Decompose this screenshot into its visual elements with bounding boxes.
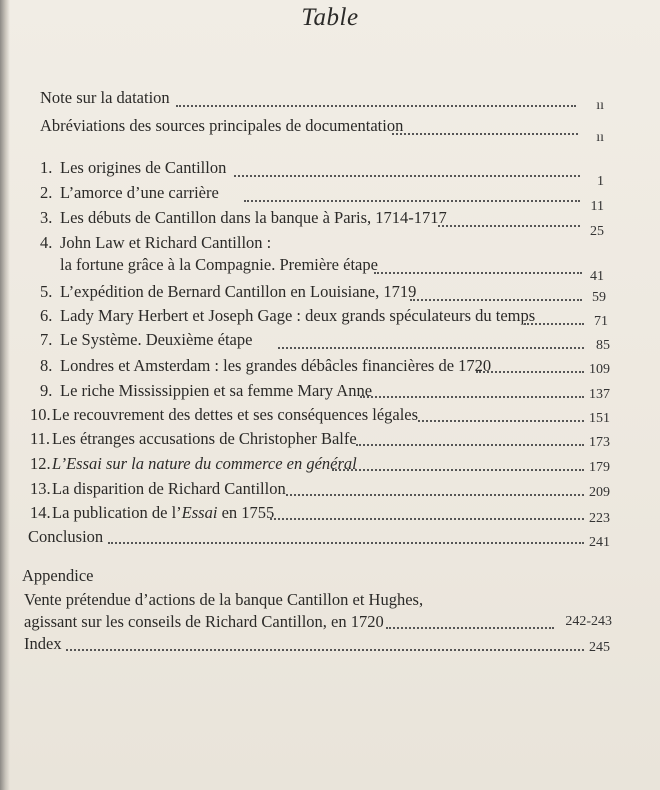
toc-entry-index[interactable] [0,634,660,658]
entry-label [52,503,274,523]
entry-label: Le recouvrement des dettes et ses conséquences légales [52,405,419,424]
chapter-number: 13. [30,479,51,498]
toc-entry-chapter-8[interactable] [0,356,660,380]
page-number: 137 [589,387,610,402]
chapter-number: 10. [30,405,51,424]
toc-entry-conclusion[interactable] [0,527,660,551]
leader-dots [176,104,576,107]
page-number: 151 [589,411,610,426]
leader-dots [360,395,584,398]
chapter-number: 8. [40,356,53,375]
page-number: 71 [594,314,608,329]
chapter-number: 14. [30,503,51,522]
chapter-number: 9. [40,381,53,400]
page-number: 179 [589,460,610,475]
entry-label-line-2: la fortune grâce à la Compagnie. Première étape [60,255,378,274]
entry-label-italic: Essai [181,503,218,522]
entry-label: Conclusion [28,527,104,546]
toc-entry-chapter-3[interactable] [0,208,660,239]
leader-dots [278,346,584,349]
toc-entry-note-datation[interactable] [0,88,660,112]
toc-entry-chapter-7[interactable] [0,330,660,354]
entry-label: Les débuts de Cantillon dans la banque à Paris, 1714-1717 [60,208,447,227]
toc-entry-chapter-5[interactable] [0,282,660,306]
entry-label-italic: Essai sur la nature du commerce en général [66,454,357,473]
toc-entry-chapter-14[interactable] [0,503,660,527]
page-title: Table [301,4,359,31]
chapter-number: 2. [40,183,53,202]
page-number: 242-243 [565,614,612,629]
page-number: 59 [592,290,606,305]
page-number: 1 [597,174,604,189]
chapter-number: 11. [30,429,51,448]
entry-label-suffix: en 1755 [217,503,275,522]
entry-label: L’expédition de Bernard Cantillon en Louisiane, 1719 [60,282,417,301]
page-number: ıı [596,98,604,113]
leader-dots [386,626,554,629]
chapter-number: 7. [40,330,53,349]
leader-dots [356,443,584,446]
leader-dots [418,419,584,422]
chapter-number: 4. [40,233,53,252]
entry-label: John Law et Richard Cantillon : [60,233,272,252]
entry-label: Index [24,634,62,653]
entry-label: La disparition de Richard Cantillon [52,479,286,498]
leader-dots [234,174,580,177]
page-number: 209 [589,485,610,500]
page-number: 245 [589,640,610,655]
toc-entry-chapter-4[interactable] [0,233,660,284]
chapter-number: 3. [40,208,53,227]
entry-label: Vente prétendue d’actions de la banque Cantillon et Hughes, [24,590,424,609]
page-number: 173 [589,435,610,450]
page-number: 41 [590,269,604,284]
entry-label: Note sur la datation [40,88,170,107]
toc-entry-chapter-11[interactable] [0,429,660,453]
leader-dots [410,298,582,301]
toc-entry-chapter-6[interactable] [0,306,660,330]
toc-entry-chapter-9[interactable] [0,381,660,405]
leader-dots [270,517,584,520]
entry-label: Les origines de Cantillon [60,158,227,177]
entry-label: Londres et Amsterdam : les grandes débâcles financières de 1720 [60,356,492,375]
entry-label: Abréviations des sources principales de documentation [40,116,404,135]
toc-entry-chapter-12[interactable] [0,454,660,478]
chapter-number: 6. [40,306,53,325]
entry-label: Lady Mary Herbert et Joseph Gage : deux grands spéculateurs du temps [60,306,536,325]
entry-label-line-2: agissant sur les conseils de Richard Cantillon, en 1720 [24,612,384,631]
leader-dots [286,493,584,496]
page-number: 11 [590,199,604,214]
page-number: 109 [589,362,610,377]
leader-dots [392,132,578,135]
leader-dots [244,199,580,202]
entry-label [52,454,357,474]
entry-label: Le Système. Deuxième étape [60,330,253,349]
entry-label: Les étranges accusations de Christopher Balfe [52,429,357,448]
toc-entry-chapter-2[interactable] [0,183,660,214]
page-number: 85 [596,338,610,353]
leader-dots [374,271,582,274]
leader-dots [332,468,584,471]
chapter-number: 1. [40,158,53,177]
entry-label-prefix: La publication de l’ [52,503,182,522]
leader-dots [66,648,584,651]
chapter-number: 12. [30,454,51,473]
toc-entry-chapter-1[interactable] [0,158,660,189]
toc-entry-appendix[interactable] [0,590,660,638]
chapter-number: 5. [40,282,53,301]
page-number: ıı [596,130,604,145]
entry-label: L’amorce d’une carrière [60,183,219,202]
leader-dots [108,541,584,544]
page-number: 223 [589,511,610,526]
page-number: 25 [590,224,604,239]
entry-label-prefix: L’ [52,454,67,473]
appendix-heading: Appendice [22,566,94,585]
leader-dots [438,224,580,227]
toc-entry-chapter-10[interactable] [0,405,660,429]
entry-label: Le riche Mississippien et sa femme Mary Anne [60,381,373,400]
page-number: 241 [589,535,610,550]
toc-entry-abreviations[interactable] [0,116,660,145]
toc-entry-chapter-13[interactable] [0,479,660,503]
